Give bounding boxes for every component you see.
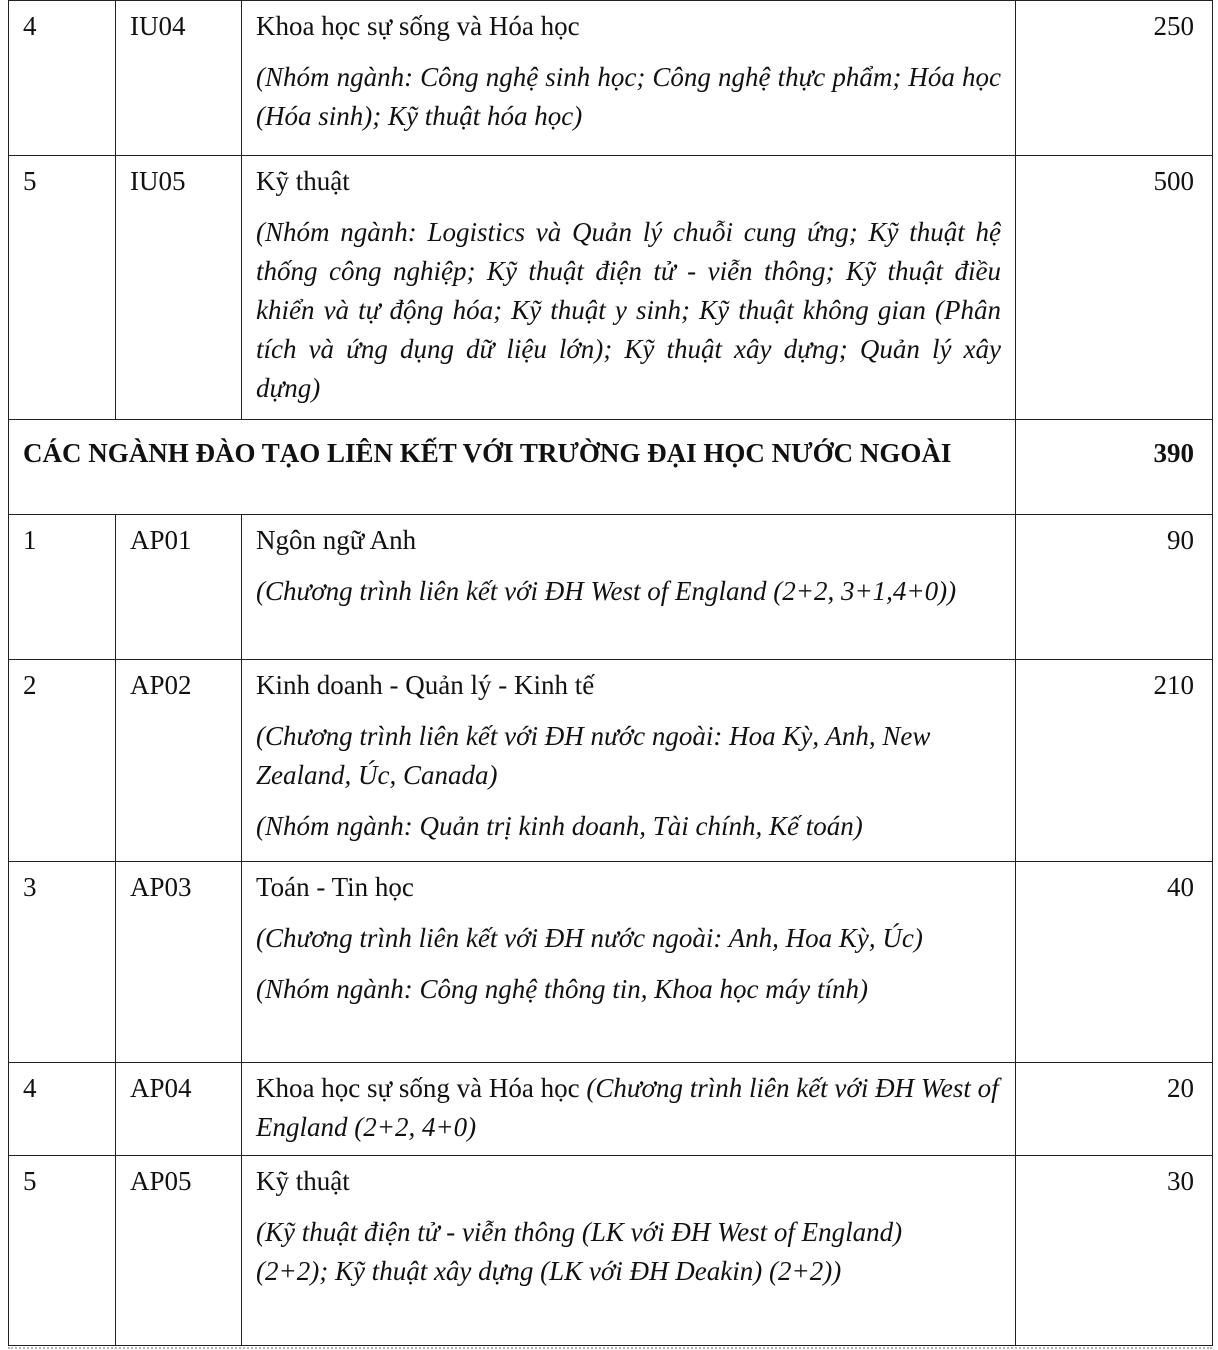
program-cell bbox=[242, 515, 1016, 660]
cropped-text-edge bbox=[8, 1343, 1212, 1350]
table-row bbox=[9, 1, 1213, 156]
program-code: AP02 bbox=[116, 660, 242, 862]
quota: 30 bbox=[1016, 1156, 1213, 1346]
table-row bbox=[9, 660, 1213, 862]
row-number: 2 bbox=[9, 660, 116, 862]
program-description: (Nhóm ngành: Logistics và Quản lý chuỗi cung ứng; Kỹ thuật hệ thống công nghiệp; Kỹ thuật điện tử - viễn thông; Kỹ thuật điều khiển và tự động hóa; Kỹ thuật y sinh; Kỹ thuật không gian (Phân tích và ứng dụng dữ liệu lớn); Kỹ thuật xây dựng; Quản lý xây dựng) bbox=[256, 217, 1001, 403]
row-number: 4 bbox=[9, 1, 116, 156]
program-description: (Kỹ thuật điện tử - viễn thông (LK với ĐH West of England) (2+2); Kỹ thuật xây dựng (LK với ĐH Deakin) (2+2)) bbox=[256, 1217, 903, 1286]
program-name: Kinh doanh - Quản lý - Kinh tế bbox=[256, 670, 595, 700]
program-code: IU04 bbox=[116, 1, 242, 156]
program-code: AP04 bbox=[116, 1063, 242, 1156]
program-description: (Chương trình liên kết với ĐH West of England (2+2, 3+1,4+0)) bbox=[256, 576, 957, 606]
program-name: Ngôn ngữ Anh bbox=[256, 525, 417, 555]
program-description: (Nhóm ngành: Công nghệ sinh học; Công nghệ thực phẩm; Hóa học (Hóa sinh); Kỹ thuật hóa học) bbox=[256, 62, 1001, 131]
program-name-with-note bbox=[256, 1069, 1001, 1147]
row-number: 5 bbox=[9, 156, 116, 420]
program-cell bbox=[242, 1156, 1016, 1346]
program-description: (Chương trình liên kết với ĐH West of England (2+2, 4+0) bbox=[256, 1073, 999, 1142]
program-name: Kỹ thuật bbox=[256, 1166, 350, 1196]
program-name: Kỹ thuật bbox=[256, 166, 350, 196]
program-cell bbox=[242, 862, 1016, 1063]
table-row bbox=[9, 515, 1213, 660]
quota: 90 bbox=[1016, 515, 1213, 660]
program-cell bbox=[242, 156, 1016, 420]
quota: 250 bbox=[1016, 1, 1213, 156]
table-row bbox=[9, 156, 1213, 420]
enrollment-table bbox=[8, 0, 1213, 1346]
section-header-row bbox=[9, 420, 1213, 515]
quota: 210 bbox=[1016, 660, 1213, 862]
program-name: Khoa học sự sống và Hóa học bbox=[256, 11, 580, 41]
section-title: CÁC NGÀNH ĐÀO TẠO LIÊN KẾT VỚI TRƯỜNG ĐẠI HỌC NƯỚC NGOÀI bbox=[9, 420, 1016, 515]
program-name: Khoa học sự sống và Hóa học bbox=[256, 1073, 580, 1103]
program-cell bbox=[242, 660, 1016, 862]
table-row bbox=[9, 1156, 1213, 1346]
program-description: (Chương trình liên kết với ĐH nước ngoài: Hoa Kỳ, Anh, New Zealand, Úc, Canada) bbox=[256, 721, 931, 790]
program-code: AP03 bbox=[116, 862, 242, 1063]
program-description: (Chương trình liên kết với ĐH nước ngoài: Anh, Hoa Kỳ, Úc) bbox=[256, 923, 923, 953]
table-row bbox=[9, 1063, 1213, 1156]
program-cell bbox=[242, 1, 1016, 156]
quota: 500 bbox=[1016, 156, 1213, 420]
quota: 20 bbox=[1016, 1063, 1213, 1156]
row-number: 4 bbox=[9, 1063, 116, 1156]
program-code: IU05 bbox=[116, 156, 242, 420]
row-number: 3 bbox=[9, 862, 116, 1063]
table-row bbox=[9, 862, 1213, 1063]
program-code: AP01 bbox=[116, 515, 242, 660]
quota: 40 bbox=[1016, 862, 1213, 1063]
program-group: (Nhóm ngành: Quản trị kinh doanh, Tài chính, Kế toán) bbox=[256, 811, 863, 841]
program-group: (Nhóm ngành: Công nghệ thông tin, Khoa học máy tính) bbox=[256, 974, 868, 1004]
program-code: AP05 bbox=[116, 1156, 242, 1346]
row-number: 1 bbox=[9, 515, 116, 660]
row-number: 5 bbox=[9, 1156, 116, 1346]
program-name: Toán - Tin học bbox=[256, 872, 414, 902]
section-quota: 390 bbox=[1016, 420, 1213, 515]
program-cell bbox=[242, 1063, 1016, 1156]
